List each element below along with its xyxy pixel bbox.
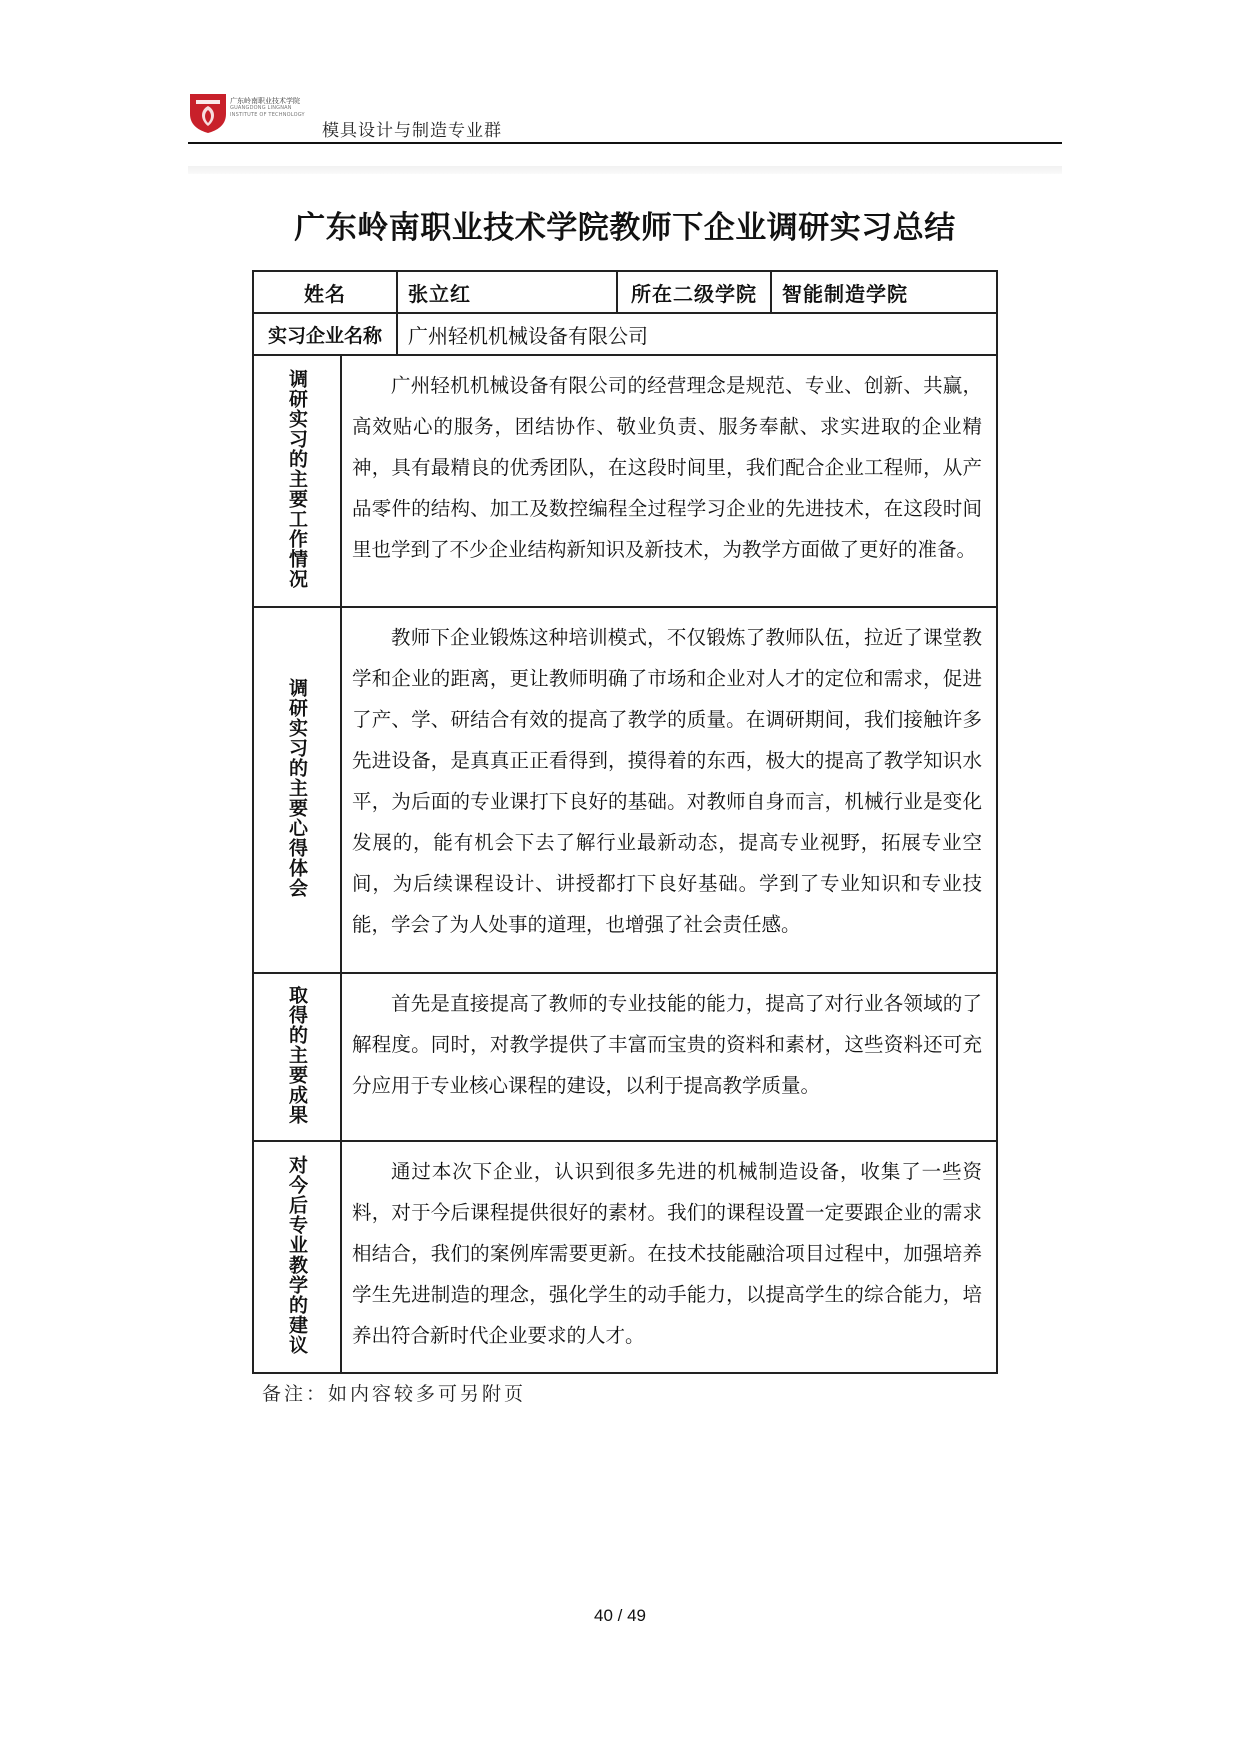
page-number: 40 / 49 bbox=[594, 1606, 646, 1625]
name-value: 张立红 bbox=[397, 271, 617, 313]
section-content bbox=[341, 355, 997, 607]
company-label: 实习企业名称 bbox=[253, 313, 397, 355]
table-row bbox=[253, 313, 997, 355]
logo-text bbox=[230, 98, 305, 119]
document-title: 广东岭南职业技术学院教师下企业调研实习总结 bbox=[294, 210, 956, 246]
table-row bbox=[253, 271, 997, 313]
college-label: 所在二级学院 bbox=[617, 271, 771, 313]
logo-en-name-1: GUANGDONG LINGNAN bbox=[230, 105, 292, 111]
section-content bbox=[341, 1141, 997, 1373]
name-label: 姓名 bbox=[253, 271, 397, 313]
section-label bbox=[253, 607, 341, 973]
logo-cn-name: 广东岭南职业技术学院 bbox=[230, 97, 300, 105]
table-row bbox=[253, 607, 997, 973]
remark-note: 备注：如内容较多可另附页 bbox=[262, 1383, 527, 1405]
section-label bbox=[253, 1141, 341, 1373]
section-label bbox=[253, 355, 341, 607]
table-row bbox=[253, 973, 997, 1141]
header-divider bbox=[188, 142, 1062, 144]
work-situation-text: 广州轻机机械设备有限公司的经营理念是规范、专业、创新、共赢，高效贴心的服务，团结协作、敬业负责、服务奉献、求实进取的企业精神，具有最精良的优秀团队，在这段时间里，我们配合企业工程师，从产品零件的结构、加工及数控编程全过程学习企业的先进技术，在这段时间里也学到了不少企业结构新知识及新技术，为教学方面做了更好的准备。 bbox=[352, 374, 982, 561]
achievements-text: 首先是直接提高了教师的专业技能的能力，提高了对行业各领域的了解程度。同时，对教学提供了丰富而宝贵的资料和素材，这些资料还可充分应用于专业核心课程的建设，以利于提高教学质量。 bbox=[352, 992, 982, 1097]
section-content bbox=[341, 973, 997, 1141]
table-row bbox=[253, 355, 997, 607]
header-shadow bbox=[188, 166, 1062, 174]
group-title: 模具设计与制造专业群 bbox=[322, 121, 502, 141]
page-header bbox=[188, 84, 1062, 144]
suggestions-label: 对今后专业教学的建议 bbox=[286, 1155, 308, 1355]
summary-form-table bbox=[252, 270, 998, 1374]
company-value: 广州轻机机械设备有限公司 bbox=[397, 313, 997, 355]
section-label bbox=[253, 973, 341, 1141]
suggestions-text: 通过本次下企业，认识到很多先进的机械制造设备，收集了一些资料，对于今后课程提供很好的素材。我们的课程设置一定要跟企业的需求相结合，我们的案例库需要更新。在技术技能融洽项目过程中，加强培养学生先进制造的理念，强化学生的动手能力，以提高学生的综合能力，培养出符合新时代企业要求的人才。 bbox=[352, 1160, 982, 1347]
table-row bbox=[253, 1141, 997, 1373]
college-logo bbox=[188, 90, 228, 134]
insights-label: 调研实习的主要心得体会 bbox=[286, 678, 308, 898]
insights-text: 教师下企业锻炼这种培训模式，不仅锻炼了教师队伍，拉近了课堂教学和企业的距离，更让教师明确了市场和企业对人才的定位和需求，促进了产、学、研结合有效的提高了教学的质量。在调研期间，我们接触许多先进设备，是真真正正看得到，摸得着的东西，极大的提高了教学知识水平，为后面的专业课打下良好的基础。对教师自身而言，机械行业是变化发展的，能有机会下去了解行业最新动态，提高专业视野，拓展专业空间，为后续课程设计、讲授都打下良好基础。学到了专业知识和专业技能，学会了为人处事的道理，也增强了社会责任感。 bbox=[352, 626, 982, 936]
college-value: 智能制造学院 bbox=[771, 271, 997, 313]
work-situation-label: 调研实习的主要工作情况 bbox=[286, 369, 308, 589]
achievements-label: 取得的主要成果 bbox=[286, 985, 308, 1125]
logo-en-name-2: INSTITUTE OF TECHNOLOGY bbox=[230, 112, 305, 118]
section-content bbox=[341, 607, 997, 973]
